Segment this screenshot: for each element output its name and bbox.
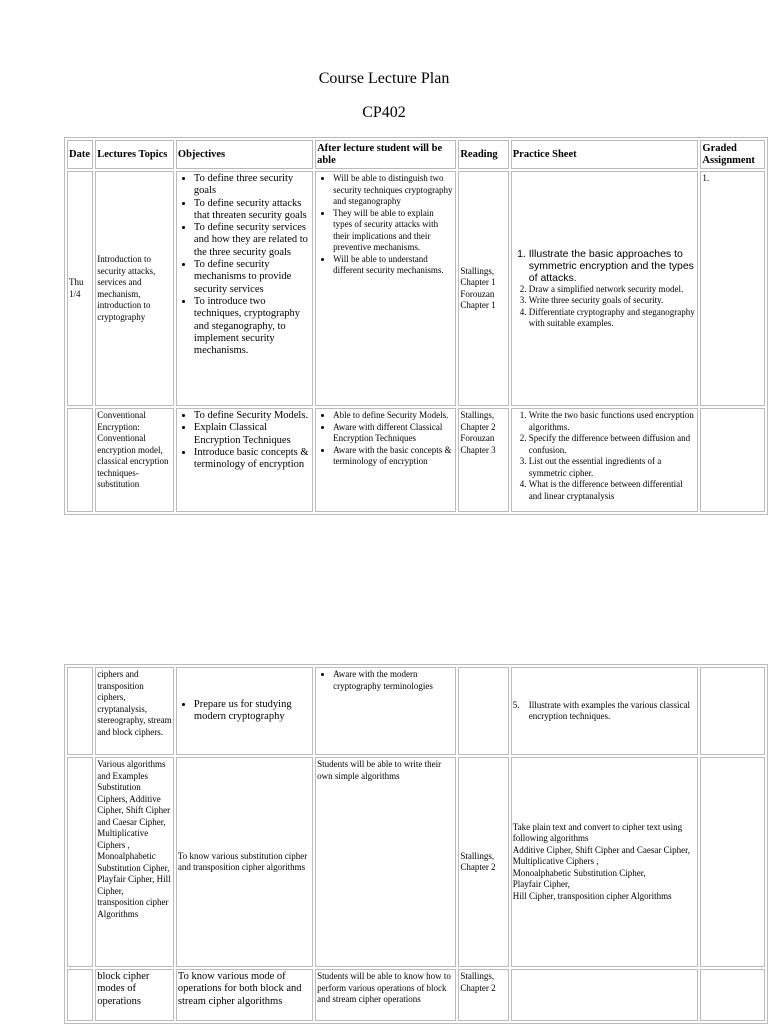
practice-number: 5. [512,699,520,710]
objective-item: • Prepare us for studying modern cryptography [194,699,311,724]
objective-item: • To define three security goals [194,173,311,198]
document-title: Course Lecture Plan [318,70,450,87]
practice-item: 4. Differentiate cryptography and steganography with suitable examples. [529,307,697,330]
practice-item: 3. List out the essential ingredients of a symmetric cipher. [529,456,697,479]
practice-line: Monoalphabetic Substitution Cipher, [512,867,646,878]
date-cell [67,408,93,512]
practice-item: 1. Write the two basic functions used encryption algorithms. [529,410,697,433]
outcome-item: • Will be able to distinguish two security techniques cryptography and steganography [333,173,454,208]
graded-cell [700,408,765,512]
outcome-item: • Aware with the basic concepts & terminology of encryption [333,445,454,468]
date-cell [67,969,93,1021]
objective-item: • Introduce basic concepts & terminology of encryption [194,447,311,472]
objectives-cell [176,408,313,512]
practice-line: Take plain text and convert to cipher text using following algorithms [512,821,683,844]
header-objectives: Objectives [176,140,313,169]
lecture-plan-table-page1 [64,137,768,515]
practice-item: Illustrate with examples the various classical encryption techniques. [528,699,690,721]
table-row [67,757,765,967]
objective-item: • To define security attacks that threaten security goals [194,198,311,223]
outcomes-cell [315,667,456,755]
objectives-cell [176,667,313,755]
header-after-lecture: After lecture student will be able [315,140,456,169]
topic-cell: Conventional Encryption: Conventional encryption model, classical encryption techniques- substitution [95,408,174,512]
practice-item: 2. Draw a simplified network security model. [529,284,697,296]
objective-item: • To define security services and how they are related to the three security goals [194,222,311,259]
outcomes-cell: Students will be able to write their own simple algorithms [315,757,456,967]
objective-item: • To introduce two techniques, cryptography and steganography, to implement security mechanisms. [194,296,311,357]
reading-cell: Stallings, Chapter 1 Forouzan Chapter 1 [458,171,508,406]
objectives-cell: To know various mode of operations for both block and stream cipher algorithms [176,969,313,1021]
reading-cell: Stallings, Chapter 2 [458,969,508,1021]
practice-line: Hill Cipher, transposition cipher Algorithms [512,890,672,901]
table-row [67,171,765,406]
practice-cell [511,171,699,406]
lecture-plan-table-page2 [64,664,768,1024]
table-header-row [67,140,765,169]
header-reading: Reading [458,140,508,169]
topic-cell: ciphers and transposition ciphers, cryptanalysis, stereography, stream and block ciphers. [95,667,174,755]
outcomes-cell: Students will be able to know how to perform various operations of block and stream cipher operations [315,969,456,1021]
objective-item: • To define security mechanisms to provide security services [194,259,311,296]
outcomes-cell [315,408,456,512]
reading-cell [458,667,508,755]
date-cell [67,757,93,967]
graded-cell [700,757,765,967]
reading-cell: Stallings, Chapter 2 [458,757,508,967]
outcome-item: • They will be able to explain types of security attacks with their implications and their preventive mechanisms. [333,208,454,254]
header-graded-assignment: Graded Assignment [700,140,765,169]
date-cell: Thu 1/4 [67,171,93,406]
graded-cell [700,969,765,1021]
outcome-item: • Aware with the modern cryptography terminologies [333,669,454,692]
practice-item: 3. Write three security goals of security. [529,295,697,307]
date-cell [67,667,93,755]
practice-cell [511,757,699,967]
practice-item: 2. Specify the difference between diffusion and confusion. [529,433,697,456]
practice-item: 1. Illustrate the basic approaches to symmetric encryption and the types of attacks. [529,248,697,284]
outcome-item: • Aware with different Classical Encryption Techniques [333,422,454,445]
practice-cell [511,667,699,755]
practice-line: Additive Cipher, Shift Cipher and Caesar Cipher, Multiplicative Ciphers , [512,844,691,867]
header-lecture-topics: Lectures Topics [95,140,174,169]
graded-cell [700,667,765,755]
practice-line: Playfair Cipher, [512,879,570,890]
topic-cell: Various algorithms and Examples Substitution Ciphers, Additive Cipher, Shift Cipher and Caesar Cipher, Multiplicative Ciphers , Monoalphabetic Substitution Cipher, Playfair Cipher, Hill Cipher, transposition cipher Algorithms [95,757,174,967]
topic-cell: block cipher modes of operations [95,969,174,1021]
practice-item: 4. What is the difference between differential and linear cryptanalysis [529,479,697,502]
course-code: CP402 [362,104,406,121]
table-row [67,969,765,1021]
outcome-item: • Able to define Security Models. [333,410,454,422]
table-row [67,408,765,512]
reading-cell: Stallings, Chapter 2 Forouzan Chapter 3 [458,408,508,512]
objectives-cell: To know various substitution cipher and transposition cipher algorithms [176,757,313,967]
header-practice-sheet: Practice Sheet [511,140,699,169]
topic-cell: Introduction to security attacks, services and mechanism, introduction to cryptography [95,171,174,406]
practice-cell [511,408,699,512]
header-date: Date [67,140,93,169]
objectives-cell [176,171,313,406]
table-row [67,667,765,755]
outcome-item: • Will be able to understand different security mechanisms. [333,254,454,277]
outcomes-cell [315,171,456,406]
practice-cell [511,969,699,1021]
objective-item: • Explain Classical Encryption Techniques [194,422,311,447]
objective-item: • To define Security Models. [194,410,311,422]
graded-cell: 1. [700,171,765,406]
